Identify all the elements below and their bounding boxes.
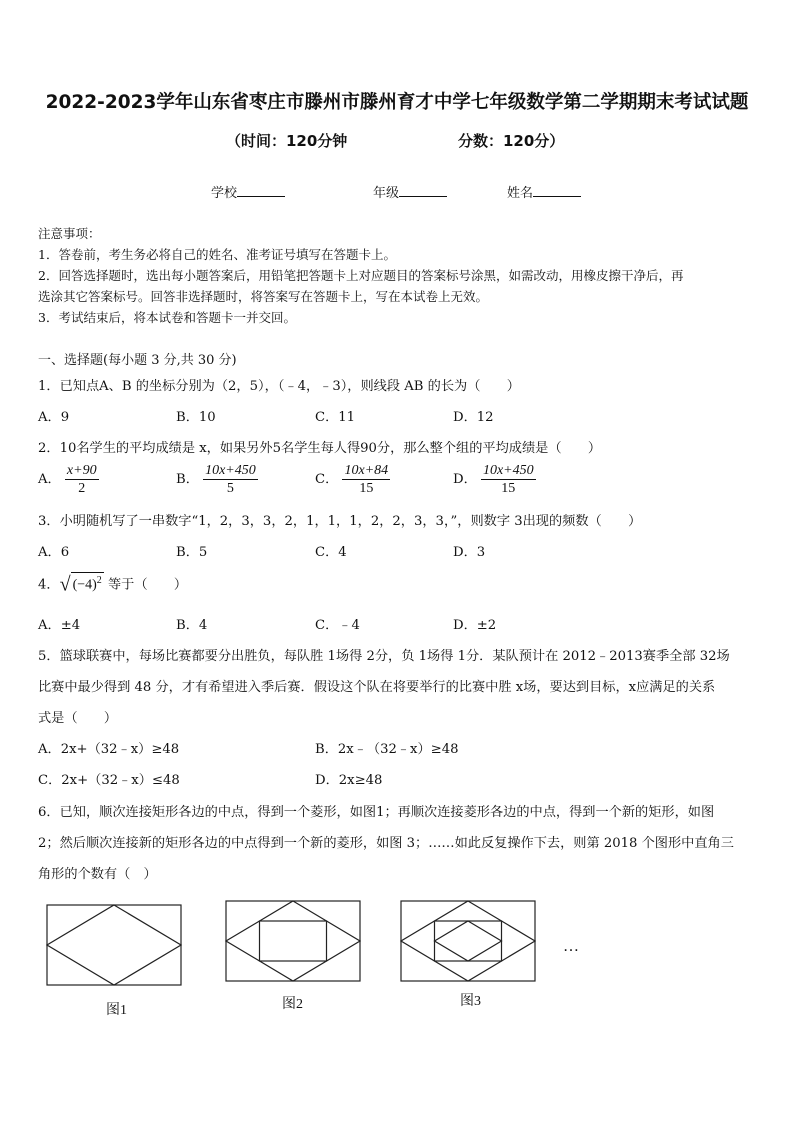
fig2-rectangle — [226, 901, 360, 981]
q5-line-1: 5．篮球联赛中，每场比赛都要分出胜负，每队胜 1场得 2分，负 1场得 1分．某队预计在 2012﹣2013赛季全部 32场 — [38, 649, 730, 664]
q3-option-b: B．5 — [176, 545, 208, 560]
q2-a-label: A． — [38, 472, 61, 487]
score-label: 分数：120分） — [458, 132, 565, 150]
q5-line-2: 比赛中最少得到 48 分，才有希望进入季后赛．假设这个队在将要举行的比赛中胜 x场，要达到目标，x应满足的关系 — [38, 680, 716, 695]
q2-d-numerator: 10x+450 — [482, 463, 534, 478]
fig3-inner-rhombus — [435, 921, 502, 961]
q3-stem: 3．小明随机写了一串数字“1，2，3，3，2，1，1，1，2，2，3，3，”，则数字 3出现的频数（ ） — [38, 514, 642, 529]
q3-option-d: D．3 — [453, 545, 486, 560]
fig2-rhombus — [226, 901, 360, 981]
q2-d-label: D． — [453, 472, 477, 487]
q6-line-3: 角形的个数有（ ） — [38, 867, 157, 882]
q2-c-numerator: 10x+84 — [344, 463, 389, 478]
q4-exponent: 2 — [96, 575, 102, 586]
figure-ellipsis: … — [563, 938, 579, 955]
q2-a-fraction — [65, 462, 99, 497]
q2-b-label: B． — [176, 472, 199, 487]
q1-option-a: A．9 — [38, 410, 70, 425]
fig1-rectangle — [47, 905, 181, 985]
q4-stem — [38, 572, 187, 597]
q2-b-denominator: 5 — [226, 481, 234, 496]
name-label: 姓名 — [507, 186, 534, 201]
q2-b-fraction — [203, 462, 258, 497]
q2-a-numerator: x+90 — [66, 463, 97, 478]
grade-label: 年级 — [373, 186, 400, 201]
q1-option-d: D．12 — [453, 410, 494, 425]
q2-c-denominator: 15 — [359, 481, 374, 496]
q5-option-c: C．2x+（32﹣x）≤48 — [38, 773, 180, 788]
time-label: （时间：120分钟 — [226, 132, 348, 150]
q4-radicand-base: (−4) — [72, 577, 97, 593]
q4-option-a: A．±4 — [38, 618, 81, 633]
grade-blank — [399, 184, 447, 197]
school-blank — [237, 184, 285, 197]
fig1-rhombus — [47, 905, 181, 985]
name-blank — [533, 184, 581, 197]
q2-option-d — [453, 462, 536, 497]
fig2-inner-rectangle — [260, 921, 327, 961]
notes-item-1: 1．答卷前，考生务必将自己的姓名、准考证号填写在答题卡上。 — [38, 247, 396, 262]
q2-stem: 2．10名学生的平均成绩是 x，如果另外5名学生每人得90分，那么整个组的平均成绩是（ ） — [38, 441, 602, 456]
q2-c-label: C． — [315, 472, 339, 487]
q3-option-c: C．4 — [315, 545, 347, 560]
fig3-rectangle — [401, 901, 535, 981]
q5-line-3: 式是（ ） — [38, 711, 118, 726]
q2-option-a — [38, 462, 99, 497]
q1-option-b: B．10 — [176, 410, 216, 425]
q2-d-fraction — [481, 462, 536, 497]
figure-2-diagram — [225, 900, 361, 982]
q4-prefix: 4． — [38, 577, 60, 593]
q5-option-a: A．2x+（32﹣x）≥48 — [38, 742, 180, 757]
q4-option-b: B．4 — [176, 618, 208, 633]
figure-1-caption: 图1 — [106, 1003, 127, 1018]
q5-option-d: D．2x≥48 — [315, 773, 383, 788]
figure-2-caption: 图2 — [282, 997, 303, 1012]
q5-option-b: B．2x﹣（32﹣x）≥48 — [315, 742, 459, 757]
q2-option-c — [315, 462, 390, 497]
q3-option-a: A．6 — [38, 545, 70, 560]
notes-heading: 注意事项： — [38, 226, 101, 241]
notes-item-2b: 选涂其它答案标号。回答非选择题时，将答案写在答题卡上，写在本试卷上无效。 — [38, 289, 489, 304]
q4-radicand — [71, 572, 104, 594]
fig3-rhombus — [401, 901, 535, 981]
q1-option-c: C．11 — [315, 410, 356, 425]
q4-option-d: D．±2 — [453, 618, 497, 633]
figure-3-diagram — [400, 900, 536, 982]
name-field — [507, 182, 581, 201]
notes-item-2a: 2．回答选择题时，选出每小题答案后，用铅笔把答题卡上对应题目的答案标号涂黑，如需改动，用橡皮擦干净后，再 — [38, 268, 684, 283]
q4-option-c: C．﹣4 — [315, 618, 360, 633]
q4-suffix: 等于（ ） — [108, 577, 188, 593]
school-field — [211, 182, 285, 201]
q1-stem: 1．已知点A、B 的坐标分别为（2，5），（﹣4，﹣3），则线段 AB 的长为（ ） — [38, 379, 520, 394]
section-heading: 一、选择题(每小题 3 分,共 30 分) — [38, 353, 237, 368]
radical-sign-icon: √ — [59, 573, 71, 596]
q6-line-2: 2；然后顺次连接新的矩形各边的中点得到一个新的菱形，如图 3；……如此反复操作下去，则第 2018 个图形中直角三 — [38, 836, 734, 851]
exam-title: 2022-2023学年山东省枣庄市滕州市滕州育才中学七年级数学第二学期期末考试试题 — [45, 92, 749, 113]
q2-d-denominator: 15 — [501, 481, 516, 496]
notes-item-3: 3．考试结束后，将本试卷和答题卡一并交回。 — [38, 310, 296, 325]
figure-1-diagram — [46, 904, 182, 986]
fig3-inner-rectangle — [435, 921, 502, 961]
school-label: 学校 — [211, 186, 238, 201]
q6-line-1: 6．已知，顺次连接矩形各边的中点，得到一个菱形，如图1；再顺次连接菱形各边的中点，得到一个新的矩形，如图 — [38, 805, 715, 820]
figure-3-caption: 图3 — [460, 994, 481, 1009]
q2-option-b — [176, 462, 258, 497]
q2-a-denominator: 2 — [78, 481, 86, 496]
q2-b-numerator: 10x+450 — [205, 463, 256, 478]
grade-field — [373, 182, 447, 201]
q2-c-fraction — [342, 462, 390, 497]
